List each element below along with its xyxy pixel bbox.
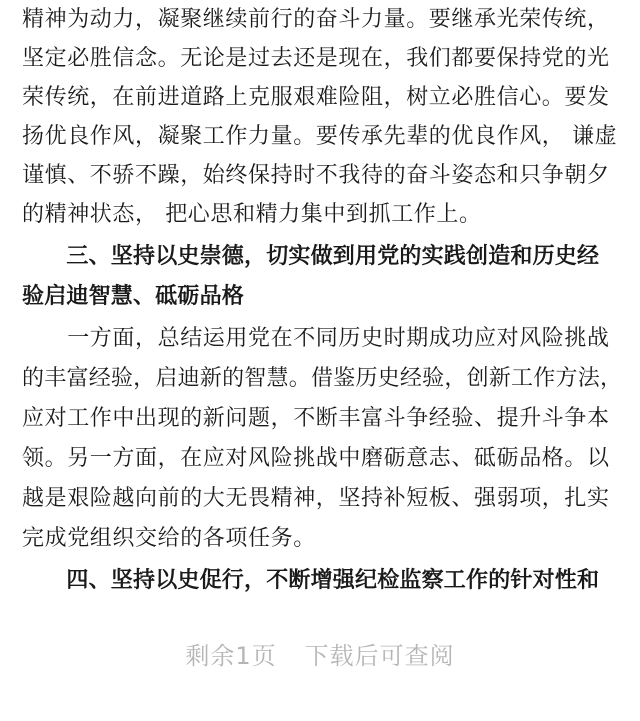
text-line: 谨慎、不骄不躁，始终保持时不我待的奋斗姿态和只争朝夕 — [22, 163, 610, 188]
text-line: 应对工作中出现的新问题，不断丰富斗争经验、提升斗争本 — [22, 406, 610, 431]
text-line: 坚定必胜信念。无论是过去还是现在，我们都要保持党的光 — [22, 46, 610, 71]
download-to-read-text[interactable]: 下载后可查阅 — [304, 642, 455, 670]
text-line: 扬优良作风，凝聚工作力量。要传承先辈的优良作风， 谦虚 — [22, 124, 618, 149]
text-line: 的丰富经验，启迪新的智慧。借鉴历史经验，创新工作方法， — [22, 366, 623, 391]
text-line: 越是艰险越向前的大无畏精神，坚持补短板、强弱项，扎实 — [22, 486, 610, 511]
section-heading-3-cont: 验启迪智慧、砥砺品格 — [22, 284, 245, 309]
section-heading-4: 四、坚持以史促行，不断增强纪检监察工作的针对性和 — [22, 568, 600, 593]
text-line: 完成党组织交给的各项任务。 — [22, 526, 316, 551]
text-line: 的精神状态， 把心思和精力集中到抓工作上。 — [22, 202, 482, 227]
section-heading-3: 三、坚持以史崇德，切实做到用党的实践创造和历史经 — [22, 244, 600, 269]
download-prompt[interactable] — [0, 636, 640, 671]
text-line: 领。另一方面，在应对风险挑战中磨砺意志、砥砺品格。以 — [22, 446, 610, 471]
text-line: 一方面，总结运用党在不同历史时期成功应对风险挑战 — [22, 326, 610, 351]
text-line: 荣传统，在前进道路上克服艰难险阻，树立必胜信心。要发 — [22, 85, 610, 110]
text-line: 精神为动力，凝聚继续前行的奋斗力量。要继承光荣传统， — [22, 7, 610, 32]
remaining-pages-text: 剩余1页 — [185, 642, 277, 670]
